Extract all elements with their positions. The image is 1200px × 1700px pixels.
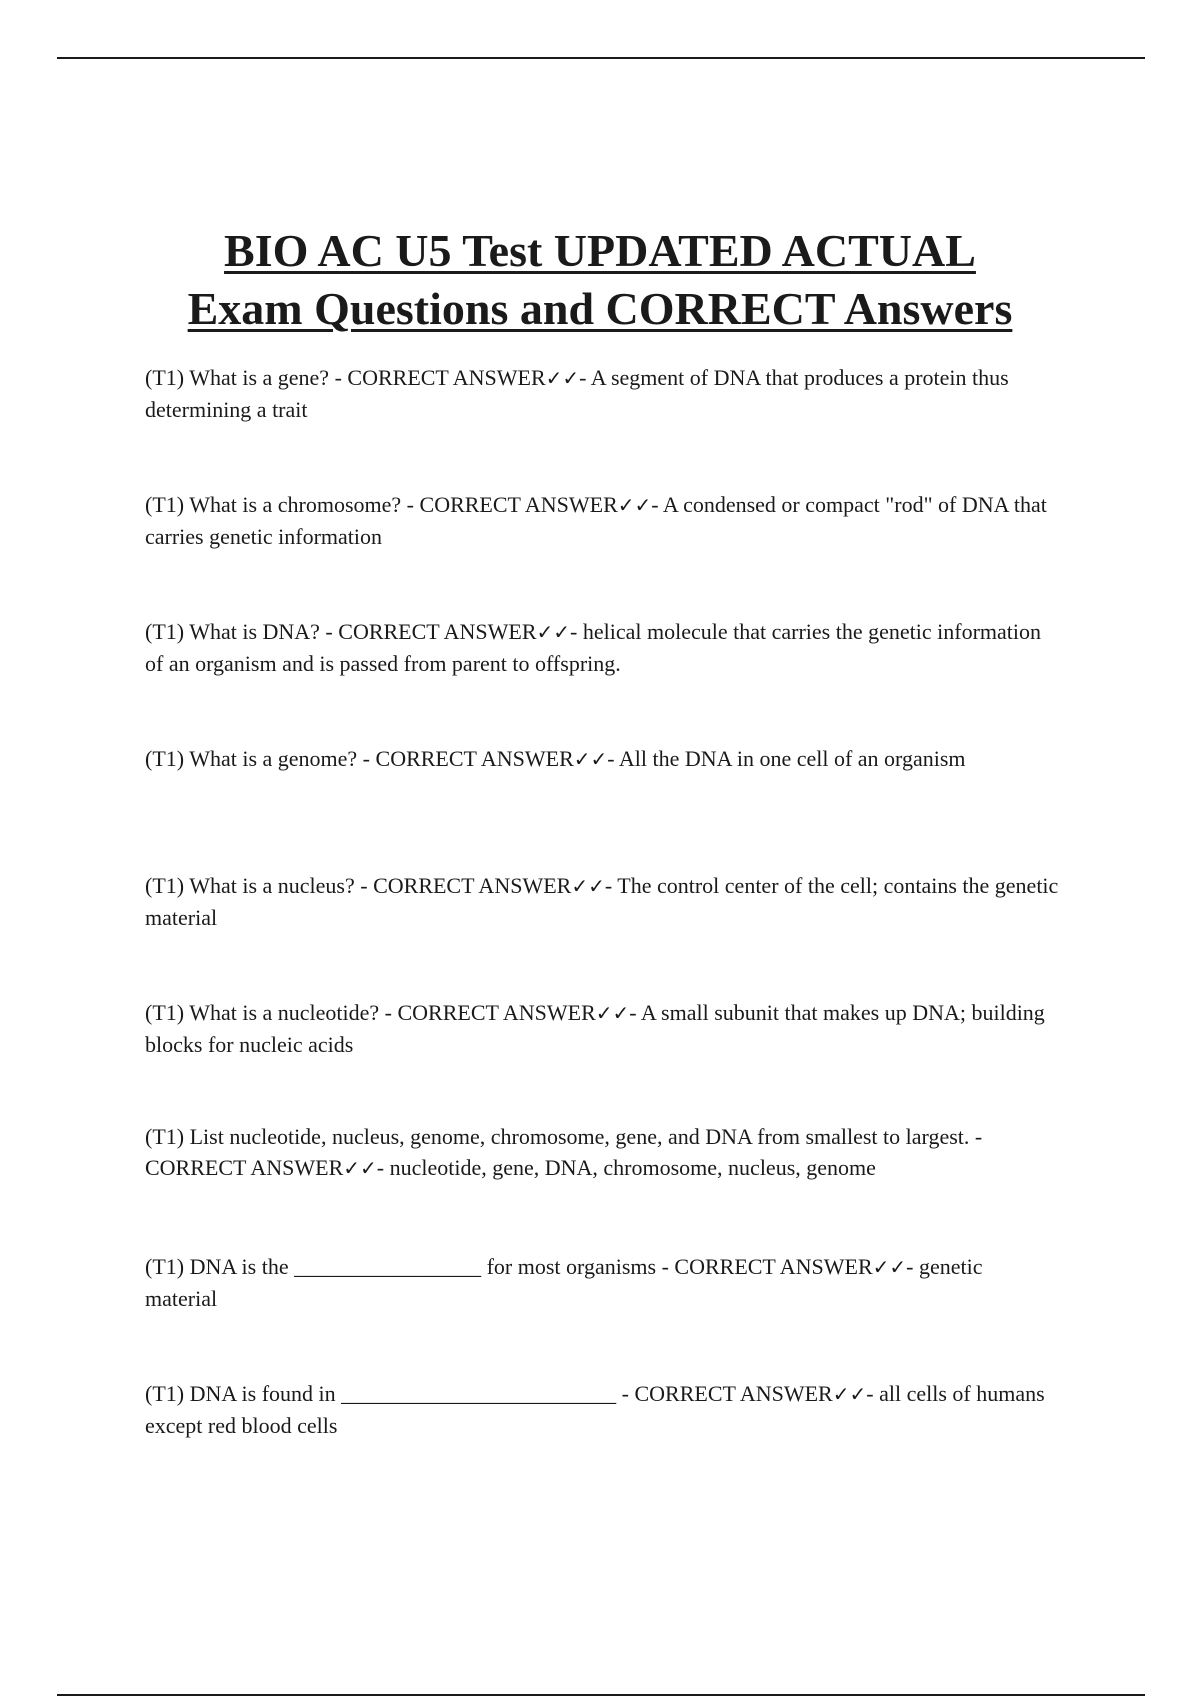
question-text: (T1) What is a genome? - bbox=[145, 746, 376, 771]
check-icon: ✓✓ bbox=[536, 620, 571, 644]
answer-marker: CORRECT ANSWER bbox=[347, 365, 546, 390]
check-icon: ✓✓ bbox=[571, 874, 605, 898]
question-text: (T1) DNA is found in _________________________ - bbox=[145, 1381, 635, 1406]
answer-marker: CORRECT ANSWER bbox=[373, 873, 572, 898]
answer-marker: CORRECT ANSWER bbox=[674, 1254, 873, 1279]
check-icon: ✓✓ bbox=[872, 1255, 907, 1279]
qa-item-chromosome bbox=[145, 489, 1060, 552]
question-text: (T1) What is a nucleotide? - bbox=[145, 1000, 398, 1025]
top-divider bbox=[57, 57, 1145, 59]
bottom-divider bbox=[57, 1694, 1145, 1696]
answer-text: - all cells of humans except red blood cells bbox=[145, 1381, 1045, 1438]
question-text: (T1) DNA is the _________________ for most organisms - bbox=[145, 1254, 675, 1279]
answer-text: - A small subunit that makes up DNA; building blocks for nucleic acids bbox=[145, 1000, 1045, 1057]
title-line-1: BIO AC U5 Test UPDATED ACTUAL bbox=[224, 225, 976, 276]
answer-marker: CORRECT ANSWER bbox=[634, 1381, 833, 1406]
answer-text: - genetic material bbox=[145, 1254, 983, 1311]
check-icon: ✓✓ bbox=[573, 747, 608, 771]
qa-item-gene bbox=[145, 362, 1060, 425]
answer-text: - nucleotide, gene, DNA, chromosome, nucleus, genome bbox=[376, 1155, 876, 1180]
answer-text: - helical molecule that carries the genetic information of an organism and is passed from parent to offspring. bbox=[145, 619, 1041, 676]
answer-text: - A segment of DNA that produces a protein thus determining a trait bbox=[145, 365, 1009, 422]
title-line-2: Exam Questions and CORRECT Answers bbox=[187, 283, 1013, 334]
check-icon: ✓✓ bbox=[545, 366, 580, 390]
qa-item-size-order bbox=[145, 1121, 1060, 1184]
question-text: (T1) What is a gene? - bbox=[145, 365, 348, 390]
answer-marker: CORRECT ANSWER bbox=[338, 619, 537, 644]
qa-item-dna bbox=[145, 616, 1060, 679]
qa-item-nucleotide bbox=[145, 997, 1060, 1060]
answer-marker: CORRECT ANSWER bbox=[145, 1155, 344, 1180]
answer-marker: CORRECT ANSWER bbox=[419, 492, 618, 517]
check-icon: ✓✓ bbox=[617, 493, 652, 517]
answer-text: - A condensed or compact "rod" of DNA that carries genetic information bbox=[145, 492, 1047, 549]
document-title bbox=[0, 222, 1200, 338]
qa-item-genetic-material bbox=[145, 1251, 1060, 1314]
check-icon: ✓✓ bbox=[832, 1382, 867, 1406]
check-icon: ✓✓ bbox=[343, 1156, 377, 1180]
question-text: (T1) List nucleotide, nucleus, genome, chromosome, gene, and DNA from smallest to largest. - bbox=[145, 1124, 983, 1149]
question-text: (T1) What is DNA? - bbox=[145, 619, 339, 644]
answer-text: - All the DNA in one cell of an organism bbox=[607, 746, 966, 771]
qa-item-dna-location bbox=[145, 1378, 1060, 1441]
qa-item-genome bbox=[145, 743, 1060, 775]
question-text: (T1) What is a nucleus? - bbox=[145, 873, 374, 898]
answer-text: - The control center of the cell; contains the genetic material bbox=[145, 873, 1059, 930]
answer-marker: CORRECT ANSWER bbox=[375, 746, 574, 771]
answer-marker: CORRECT ANSWER bbox=[397, 1000, 596, 1025]
check-icon: ✓✓ bbox=[595, 1001, 630, 1025]
qa-item-nucleus bbox=[145, 870, 1060, 933]
question-text: (T1) What is a chromosome? - bbox=[145, 492, 420, 517]
